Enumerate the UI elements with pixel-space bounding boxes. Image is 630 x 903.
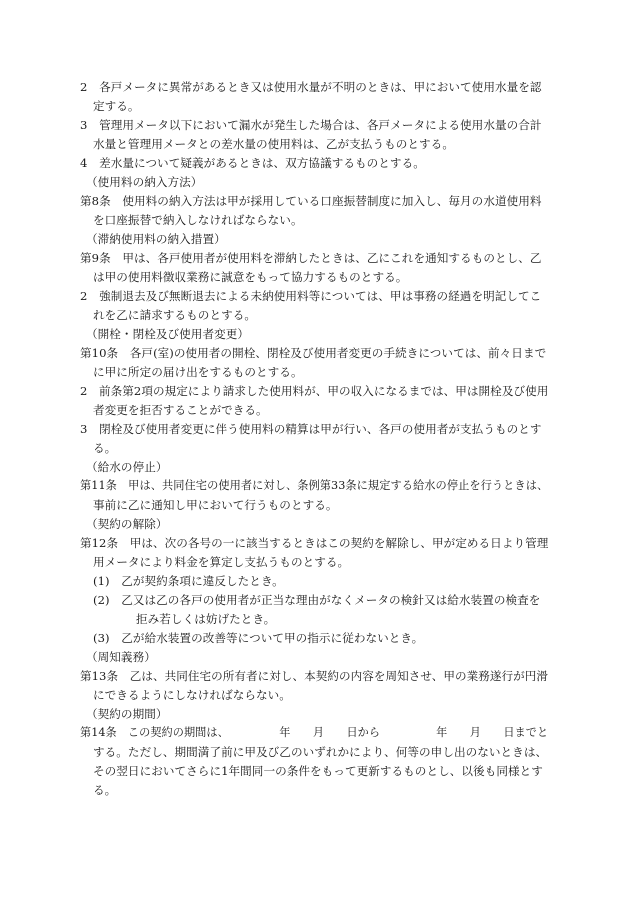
article-12-item-2: 拒み若しくは妨げたとき。 [136, 612, 276, 626]
article-14-line: する。ただし、期間満了前に甲及び乙のいずれかにより、何等の申し出のないときは、 [93, 745, 548, 759]
article-10-para-3-line: 3 閉栓及び使用者変更に伴う使用料の精算は甲が行い、各戸の使用者が支払うものとす [80, 422, 542, 436]
article-10-para-3-line: る。 [93, 441, 117, 455]
article-12-item-3: (3) 乙が給水装置の改善等について甲の指示に従わないとき。 [93, 631, 424, 645]
section-heading: （滞納使用料の納入措置） [86, 232, 226, 246]
article-10-line: に甲に所定の届け出をするものとする。 [93, 365, 303, 379]
article-10-para-2-line: 者変更を拒否することができる。 [93, 403, 268, 417]
article-9-para-2-line: れを乙に請求するものとする。 [93, 308, 257, 322]
article-8-line: 第8条 使用料の納入方法は甲が採用している口座振替制度に加入し、毎月の水道使用料 [80, 194, 542, 208]
article-8-line: を口座振替で納入しなければならない。 [93, 213, 303, 227]
section-heading: （周知義務） [86, 650, 156, 664]
article-14-line: 第14条 この契約の期間は、 年 月 日から 年 月 日までと [80, 726, 549, 739]
article-9-para-2-line: 2 強制退去及び無断退去による未納使用料等については、甲は事務の経過を明記してこ [80, 289, 542, 303]
section-heading: （開栓・閉栓及び使用者変更） [86, 327, 250, 341]
article-12-item-1: (1) 乙が契約条項に違反したとき。 [93, 574, 284, 588]
article-13-line: 第13条 乙は、共同住宅の所有者に対し、本契約の内容を周知させ、甲の業務遂行が円滑 [80, 669, 548, 683]
article-10-line: 第10条 各戸(室)の使用者の開栓、閉栓及び使用者変更の手続きについては、前々日まで [80, 346, 547, 360]
section-heading: （使用料の納入方法） [86, 175, 203, 189]
section-heading: （契約の期間） [86, 707, 168, 721]
article-13-line: にできるようにしなければならない。 [93, 688, 291, 702]
article-12-item-2: (2) 乙又は乙の各戸の使用者が正当な理由がなくメータの検針又は給水装置の検査を [93, 593, 541, 607]
para-3-line: 3 管理用メータ以下において漏水が発生した場合は、各戸メータによる使用水量の合計 [80, 118, 542, 132]
para-2-line: 定する。 [93, 99, 140, 113]
article-9-line: は甲の使用料徴収業務に誠意をもって協力するものとする。 [93, 270, 408, 284]
article-14-line: その翌日においてさらに1年間同一の条件をもって更新するものとし、以後も同様とす [93, 764, 543, 778]
para-2-line: 2 各戸メータに異常があるとき又は使用水量が不明のときは、甲において使用水量を認 [80, 80, 542, 94]
article-11-line: 第11条 甲は、共同住宅の使用者に対し、条例第33条に規定する給水の停止を行うときは、 [80, 479, 549, 492]
article-12-line: 用メータにより料金を算定し支払うものとする。 [93, 555, 350, 569]
section-heading: （給水の停止） [86, 460, 168, 474]
article-14-line: る。 [93, 783, 117, 797]
para-3-line: 水量と管理用メータとの差水量の使用料は、乙が支払うものとする。 [93, 137, 454, 151]
article-10-para-2-line: 2 前条第2項の規定により請求した使用料が、甲の収入になるまでは、甲は開栓及び使用 [80, 384, 549, 398]
section-heading: （契約の解除） [86, 517, 168, 531]
para-4-line: 4 差水量について疑義があるときは、双方協議するものとする。 [80, 156, 425, 170]
article-11-line: 事前に乙に通知し甲において行うものとする。 [93, 498, 338, 512]
article-12-line: 第12条 甲は、次の各号の一に該当するときはこの契約を解除し、甲が定める日より管理 [80, 536, 549, 550]
article-9-line: 第9条 甲は、各戸使用者が使用料を滞納したときは、乙にこれを通知するものとし、乙 [80, 251, 542, 265]
